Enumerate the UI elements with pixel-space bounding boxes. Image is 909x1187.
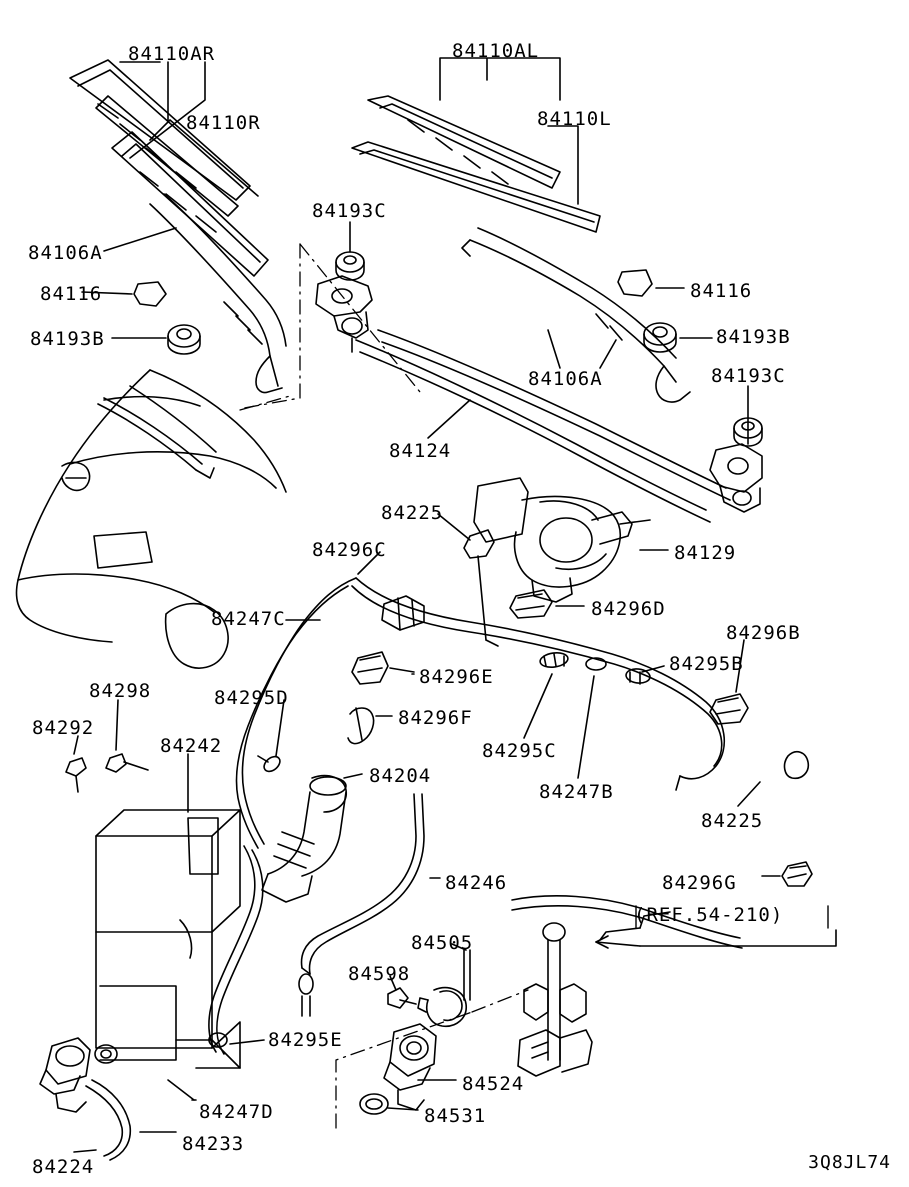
label-84247C: 84247C (211, 608, 286, 630)
label-84247D: 84247D (199, 1101, 274, 1123)
label-84296E: 84296E (419, 666, 494, 688)
pump-hose (86, 1086, 122, 1156)
label-84106A-mid: 84106A (528, 368, 603, 390)
label-84225-upper: 84225 (381, 502, 444, 524)
bolt-84298 (106, 754, 148, 772)
label-84110AR: 84110AR (128, 43, 216, 65)
label-84110L: 84110L (537, 108, 612, 130)
leader-84110L (548, 126, 578, 204)
label-84295E: 84295E (268, 1029, 343, 1051)
leader-84295E (230, 1040, 264, 1044)
label-84531: 84531 (424, 1105, 487, 1127)
label-84225-lower: 84225 (701, 810, 764, 832)
cap-84116-right (618, 270, 652, 296)
leader-84224 (74, 1150, 96, 1152)
leader-84247B (578, 676, 594, 778)
label-84129: 84129 (674, 542, 737, 564)
wiper-linkage-84124 (316, 276, 762, 522)
wiper-motor-84129 (474, 478, 650, 602)
leader-84225-lower (738, 782, 760, 806)
bolt-84292 (66, 758, 86, 792)
nut-84193B-right (644, 323, 676, 352)
leader-84110AL (440, 58, 560, 100)
leader-84295C (524, 674, 552, 738)
label-84116-left: 84116 (40, 283, 103, 305)
clip-84296G (782, 862, 812, 886)
nut-84193B-left (168, 325, 200, 354)
label-84296B: 84296B (726, 622, 801, 644)
hose-84295E (209, 846, 263, 1054)
label-84246: 84246 (445, 872, 508, 894)
label-84106A-left: 84106A (28, 242, 103, 264)
washer-tank-84242 (96, 774, 362, 1068)
label-84233: 84233 (182, 1133, 245, 1155)
label-84295D: 84295D (214, 687, 289, 709)
label-84242: 84242 (160, 735, 223, 757)
label-84296C: 84296C (312, 539, 387, 561)
label-84224: 84224 (32, 1156, 95, 1178)
leader-84295B (642, 666, 664, 672)
leader-84124 (428, 400, 470, 438)
leader-84106A-mid (548, 330, 616, 368)
wiper-arm-left-group (150, 194, 286, 393)
label-84298: 84298 (89, 680, 152, 702)
label-84295C: 84295C (482, 740, 557, 762)
label-84124: 84124 (389, 440, 452, 462)
label-84110R: 84110R (186, 112, 261, 134)
label-84193C-right: 84193C (711, 365, 786, 387)
leader-84106A-left (104, 228, 176, 251)
label-84296F: 84296F (398, 707, 473, 729)
leader-84204 (344, 774, 362, 778)
sheet-code: 3Q8JL74 (808, 1152, 891, 1173)
label-84598: 84598 (348, 963, 411, 985)
washer-hose-network (236, 514, 808, 848)
label-84296G: 84296G (662, 872, 737, 894)
label-84296D: 84296D (591, 598, 666, 620)
label-84116-right: 84116 (690, 280, 753, 302)
label-84193B-left: 84193B (30, 328, 105, 350)
label-84110AL: 84110AL (452, 40, 540, 62)
label-84204: 84204 (369, 765, 432, 787)
label-84193B-right: 84193B (716, 326, 791, 348)
leader-84298 (116, 700, 118, 750)
leader-84531 (388, 1108, 418, 1110)
leader-84247D (168, 1080, 194, 1100)
label-84292: 84292 (32, 717, 95, 739)
label-84295B: 84295B (669, 653, 744, 675)
label-84505: 84505 (411, 932, 474, 954)
label-84247B: 84247B (539, 781, 614, 803)
label-84193C-top: 84193C (312, 200, 387, 222)
reference-note: (REF.54-210) (634, 904, 784, 926)
cap-84116-left (134, 282, 166, 306)
label-84524: 84524 (462, 1073, 525, 1095)
